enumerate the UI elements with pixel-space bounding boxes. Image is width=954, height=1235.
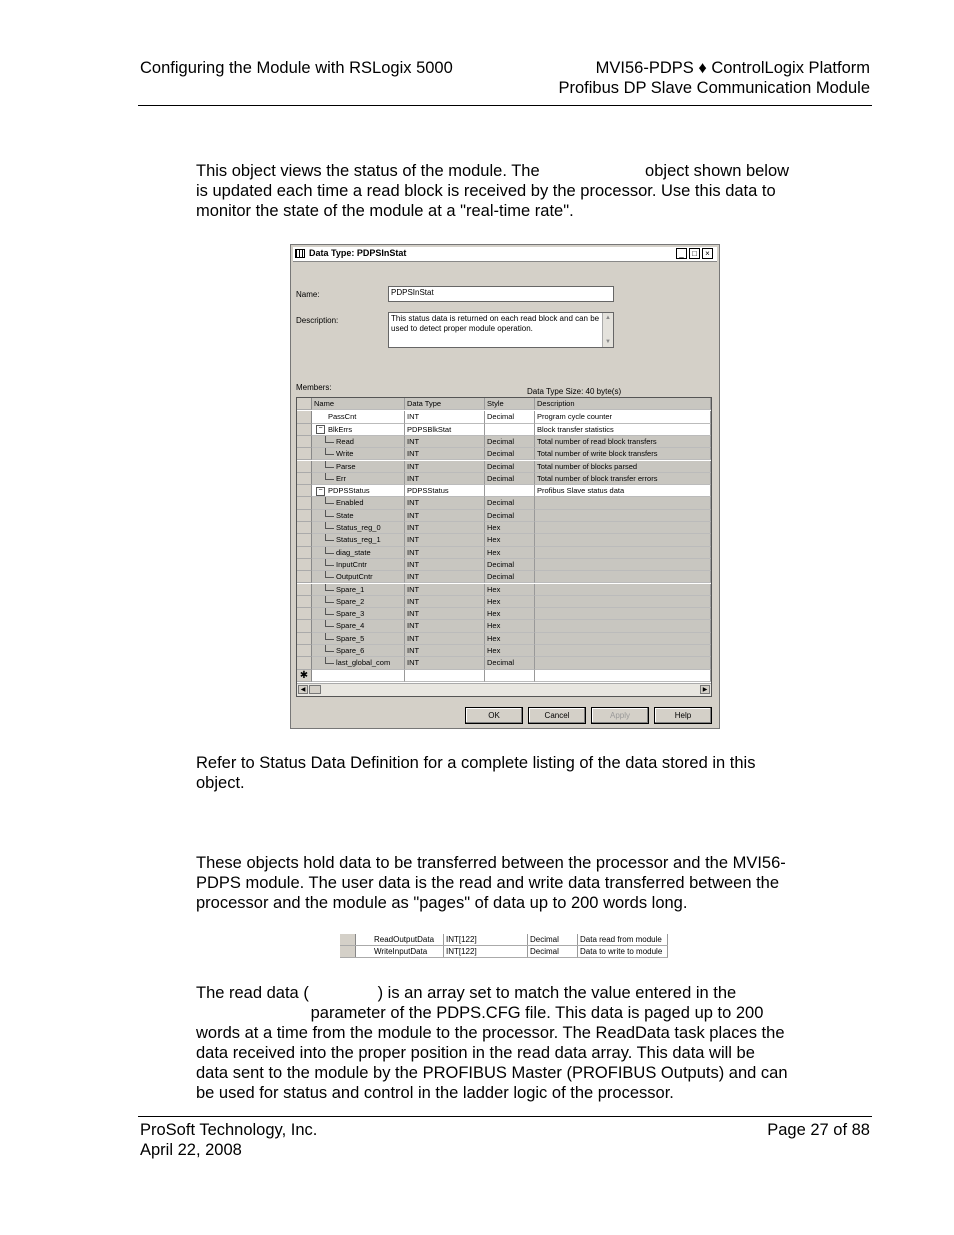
- snippet-name: WriteInputData: [356, 946, 444, 957]
- footer-page-number: Page 27 of 88: [767, 1121, 870, 1139]
- member-name-text: Write: [336, 449, 354, 459]
- member-description[interactable]: [535, 571, 711, 583]
- refer-line: Refer to Status Data Definition for a complete listing of the data stored in this: [196, 754, 756, 772]
- member-row[interactable]: [297, 596, 711, 608]
- cancel-button[interactable]: Cancel: [528, 707, 586, 724]
- header-product-line2: Profibus DP Slave Communication Module: [558, 79, 870, 97]
- member-name[interactable]: [312, 448, 405, 460]
- row-selector[interactable]: [297, 461, 312, 473]
- member-style[interactable]: Hex: [485, 547, 535, 559]
- apply-button[interactable]: Apply: [591, 707, 649, 724]
- description-scrollbar[interactable]: [602, 313, 613, 347]
- column-header-description[interactable]: Description: [535, 398, 711, 410]
- member-name[interactable]: [312, 436, 405, 448]
- row-selector[interactable]: [297, 596, 312, 608]
- member-name-text: Read: [336, 436, 354, 446]
- tree-line-icon: [325, 608, 334, 615]
- member-name-text: PDPSStatus: [328, 486, 370, 496]
- intro-line: This object views the status of the module. The object shown below: [196, 162, 790, 180]
- scroll-thumb[interactable]: [309, 685, 321, 694]
- member-name[interactable]: [312, 645, 405, 657]
- member-data-type[interactable]: INT: [405, 571, 485, 583]
- member-name[interactable]: [312, 411, 405, 423]
- description-field[interactable]: [388, 312, 614, 348]
- name-label: Name:: [296, 290, 320, 299]
- snippet-style: Decimal: [528, 946, 578, 957]
- member-name[interactable]: [312, 485, 405, 497]
- scroll-left-icon[interactable]: ◀: [298, 685, 308, 694]
- member-row[interactable]: [297, 510, 711, 522]
- tree-line-icon: [325, 534, 334, 541]
- member-data-type[interactable]: PDPSStatus: [405, 485, 485, 497]
- member-description[interactable]: Total number of blocks parsed: [535, 461, 711, 473]
- tree-line-icon: [325, 522, 334, 529]
- member-style[interactable]: Decimal: [485, 497, 535, 509]
- read-line: parameter of the PDPS.CFG file. This data is paged up to 200: [196, 1004, 764, 1022]
- tree-line-icon: [325, 448, 334, 455]
- member-name[interactable]: [312, 522, 405, 534]
- member-row[interactable]: [297, 522, 711, 534]
- member-name[interactable]: [312, 473, 405, 485]
- member-name[interactable]: [312, 670, 405, 682]
- member-description[interactable]: [535, 559, 711, 571]
- member-data-type[interactable]: INT: [405, 620, 485, 632]
- row-selector[interactable]: [297, 448, 312, 460]
- row-selector[interactable]: [297, 473, 312, 485]
- row-selector[interactable]: [297, 559, 312, 571]
- member-name-text: Spare_4: [336, 621, 365, 631]
- row-selector[interactable]: [297, 424, 312, 436]
- tree-line-icon: [325, 559, 334, 566]
- refer-line: object.: [196, 774, 245, 792]
- member-data-type[interactable]: INT: [405, 448, 485, 460]
- scroll-right-icon[interactable]: ▶: [700, 685, 710, 694]
- members-grid[interactable]: [296, 397, 712, 697]
- member-name[interactable]: [312, 547, 405, 559]
- member-row[interactable]: [297, 534, 711, 546]
- read-data-paragraph: [196, 983, 816, 1103]
- minimize-icon[interactable]: _: [676, 248, 687, 259]
- member-description[interactable]: Total number of block transfer errors: [535, 473, 711, 485]
- member-style[interactable]: Hex: [485, 584, 535, 596]
- member-name-text: Status_reg_0: [336, 523, 381, 532]
- row-selector[interactable]: [297, 436, 312, 448]
- member-style[interactable]: Decimal: [485, 436, 535, 448]
- snippet-row: [340, 934, 668, 946]
- intro-paragraph: [196, 161, 816, 221]
- column-header-style[interactable]: Style: [485, 398, 535, 410]
- member-description[interactable]: [535, 657, 711, 669]
- maximize-icon[interactable]: □: [689, 248, 700, 259]
- member-row[interactable]: [297, 657, 711, 669]
- member-data-type[interactable]: [405, 670, 485, 682]
- member-style[interactable]: Hex: [485, 534, 535, 546]
- objects-line: processor and the module as "pages" of data up to 200 words long.: [196, 894, 688, 912]
- member-description[interactable]: Profibus Slave status data: [535, 485, 711, 497]
- read-line: data sent to the module by the PROFIBUS Master (PROFIBUS Outputs) and can: [196, 1064, 788, 1082]
- member-row[interactable]: [297, 436, 711, 448]
- name-field[interactable]: PDPSInStat: [388, 286, 614, 302]
- member-description[interactable]: [535, 596, 711, 608]
- snippet-style: Decimal: [528, 934, 578, 945]
- footer-date: April 22, 2008: [140, 1141, 242, 1159]
- member-description[interactable]: Total number of read block transfers: [535, 436, 711, 448]
- footer-left: [140, 1120, 317, 1160]
- dialog-title: Data Type: PDPSInStat: [309, 248, 407, 258]
- member-name[interactable]: [312, 633, 405, 645]
- member-data-type[interactable]: INT: [405, 657, 485, 669]
- column-header-name[interactable]: Name: [312, 398, 405, 410]
- member-row[interactable]: [297, 633, 711, 645]
- close-icon[interactable]: ×: [702, 248, 713, 259]
- refer-paragraph: [196, 753, 816, 793]
- member-data-type[interactable]: INT: [405, 522, 485, 534]
- user-data-snippet: [340, 934, 668, 959]
- member-row[interactable]: [297, 497, 711, 509]
- member-name-text: Enabled: [336, 498, 364, 508]
- member-name-text: Spare_5: [336, 633, 365, 643]
- description-label: Description:: [296, 316, 339, 325]
- collapse-icon[interactable]: −: [316, 425, 325, 434]
- member-data-type[interactable]: INT: [405, 608, 485, 620]
- tree-line-icon: [325, 620, 334, 627]
- objects-line: PDPS module. The user data is the read and write data transferred between the: [196, 874, 780, 892]
- snippet-row: [340, 946, 668, 958]
- member-data-type[interactable]: INT: [405, 436, 485, 448]
- member-style[interactable]: Decimal: [485, 510, 535, 522]
- row-selector[interactable]: [297, 411, 312, 423]
- member-style[interactable]: Decimal: [485, 473, 535, 485]
- member-data-type[interactable]: INT: [405, 473, 485, 485]
- member-style[interactable]: [485, 424, 535, 436]
- member-data-type[interactable]: INT: [405, 510, 485, 522]
- member-description[interactable]: [535, 584, 711, 596]
- member-row[interactable]: [297, 473, 711, 485]
- member-name[interactable]: [312, 571, 405, 583]
- row-selector[interactable]: [297, 522, 312, 534]
- row-selector[interactable]: [297, 510, 312, 522]
- objects-line: These objects hold data to be transferred between the processor and the MVI56-: [196, 854, 786, 872]
- member-name-text: InputCntr: [336, 559, 367, 569]
- member-name-text: Parse: [336, 461, 356, 471]
- member-data-type[interactable]: INT: [405, 584, 485, 596]
- row-selector[interactable]: [297, 571, 312, 583]
- row-selector: [340, 934, 356, 945]
- row-selector[interactable]: [297, 485, 312, 497]
- member-row[interactable]: [297, 411, 711, 423]
- member-row[interactable]: [297, 461, 711, 473]
- member-description[interactable]: [535, 608, 711, 620]
- header-product-line1: MVI56-PDPS ♦ ControlLogix Platform: [595, 59, 870, 77]
- tree-line-icon: [325, 596, 334, 603]
- horizontal-scrollbar[interactable]: [297, 683, 711, 696]
- member-row[interactable]: [297, 485, 711, 497]
- ok-button[interactable]: OK: [465, 707, 523, 724]
- member-row[interactable]: [297, 571, 711, 583]
- member-data-type[interactable]: INT: [405, 596, 485, 608]
- tree-line-icon: [325, 461, 334, 468]
- intro-line: is updated each time a read block is received by the processor. Use this data to: [196, 182, 776, 200]
- member-name[interactable]: [312, 596, 405, 608]
- member-description[interactable]: [535, 547, 711, 559]
- collapse-icon[interactable]: −: [316, 487, 325, 496]
- header-chapter-title: Configuring the Module with RSLogix 5000: [140, 59, 453, 77]
- member-name[interactable]: [312, 584, 405, 596]
- member-style[interactable]: [485, 670, 535, 682]
- member-description[interactable]: [535, 522, 711, 534]
- row-selector[interactable]: [297, 497, 312, 509]
- tree-line-icon: [325, 657, 334, 664]
- member-name-text: Status_reg_1: [336, 535, 381, 545]
- member-name-text: State: [336, 510, 354, 520]
- row-selector[interactable]: [297, 633, 312, 645]
- scroll-up-icon[interactable]: ▲: [605, 315, 611, 321]
- intro-line: monitor the state of the module at a "real-time rate".: [196, 202, 574, 220]
- member-name-text: last_global_com: [336, 658, 391, 668]
- member-row[interactable]: [297, 670, 711, 682]
- member-data-type[interactable]: INT: [405, 547, 485, 559]
- tree-line-icon: [325, 510, 334, 517]
- member-name[interactable]: [312, 534, 405, 546]
- member-name[interactable]: [312, 510, 405, 522]
- member-name-text: Spare_2: [336, 596, 365, 606]
- member-name-text: Spare_1: [336, 584, 365, 594]
- member-style[interactable]: Hex: [485, 608, 535, 620]
- member-name-text: OutputCntr: [336, 572, 373, 582]
- member-row[interactable]: [297, 620, 711, 632]
- member-style[interactable]: Decimal: [485, 411, 535, 423]
- grid-header-row: [297, 398, 711, 410]
- snippet-desc: Data read from module: [578, 934, 668, 945]
- footer-company: ProSoft Technology, Inc.: [140, 1121, 318, 1139]
- member-description[interactable]: [535, 497, 711, 509]
- member-description[interactable]: [535, 534, 711, 546]
- row-selector[interactable]: [297, 547, 312, 559]
- member-data-type[interactable]: INT: [405, 534, 485, 546]
- tree-line-icon: [325, 473, 334, 480]
- member-name[interactable]: [312, 461, 405, 473]
- read-line: words at a time from the module to the processor. The ReadData task places the: [196, 1024, 785, 1042]
- tree-line-icon: [325, 497, 334, 504]
- members-label: Members:: [296, 383, 332, 392]
- member-name-text: Spare_3: [336, 609, 365, 619]
- help-button[interactable]: Help: [654, 707, 712, 724]
- header-product-title: [558, 58, 870, 98]
- member-style[interactable]: Hex: [485, 522, 535, 534]
- member-data-type[interactable]: INT: [405, 497, 485, 509]
- member-style[interactable]: [485, 485, 535, 497]
- member-description[interactable]: [535, 633, 711, 645]
- member-description[interactable]: [535, 620, 711, 632]
- member-name-text: diag_state: [336, 547, 371, 557]
- member-name-text: Err: [336, 473, 346, 483]
- member-style[interactable]: Decimal: [485, 559, 535, 571]
- row-selector[interactable]: ✱: [297, 670, 312, 682]
- tree-line-icon: [325, 436, 334, 443]
- member-style[interactable]: Hex: [485, 645, 535, 657]
- read-line: be used for status and control in the ladder logic of the processor.: [196, 1084, 674, 1102]
- member-name-text: Spare_6: [336, 646, 365, 655]
- description-text: This status data is returned on each read block and can be used to detect proper module operation.: [391, 314, 600, 333]
- member-style[interactable]: Decimal: [485, 461, 535, 473]
- member-row[interactable]: [297, 547, 711, 559]
- member-style[interactable]: Decimal: [485, 571, 535, 583]
- member-name[interactable]: [312, 657, 405, 669]
- member-description[interactable]: Program cycle counter: [535, 411, 711, 423]
- member-row[interactable]: [297, 448, 711, 460]
- tree-line-icon: [325, 571, 334, 578]
- member-row[interactable]: [297, 645, 711, 657]
- row-selector[interactable]: [297, 608, 312, 620]
- member-data-type[interactable]: INT: [405, 633, 485, 645]
- member-row[interactable]: [297, 608, 711, 620]
- row-selector: [340, 946, 356, 957]
- member-name[interactable]: [312, 424, 405, 436]
- member-style[interactable]: Hex: [485, 620, 535, 632]
- member-style[interactable]: Decimal: [485, 657, 535, 669]
- row-selector[interactable]: [297, 645, 312, 657]
- snippet-name: ReadOutputData: [356, 934, 444, 945]
- read-line: data received into the proper position in the read data array. This data will be: [196, 1044, 755, 1062]
- member-description[interactable]: Total number of write block transfers: [535, 448, 711, 460]
- member-name-text: BlkErrs: [328, 424, 353, 434]
- member-name[interactable]: [312, 559, 405, 571]
- member-data-type[interactable]: PDPSBlkStat: [405, 424, 485, 436]
- tree-line-icon: [325, 584, 334, 591]
- member-row[interactable]: [297, 424, 711, 436]
- column-header-data-type[interactable]: Data Type: [405, 398, 485, 410]
- snippet-type: INT[122]: [444, 934, 528, 945]
- row-selector[interactable]: [297, 620, 312, 632]
- data-type-size-label: Data Type Size: 40 byte(s): [527, 387, 622, 396]
- row-selector: [297, 398, 312, 410]
- member-description[interactable]: [535, 670, 711, 682]
- grid-icon: [295, 249, 305, 258]
- header-rule: [138, 105, 872, 106]
- member-row[interactable]: [297, 559, 711, 571]
- member-name-text: PassCnt: [328, 412, 357, 422]
- member-data-type[interactable]: INT: [405, 645, 485, 657]
- read-line: The read data ( ) is an array set to match the value entered in the: [196, 984, 737, 1002]
- row-selector[interactable]: [297, 534, 312, 546]
- tree-line-icon: [325, 633, 334, 640]
- snippet-desc: Data to write to module: [578, 946, 668, 957]
- member-description[interactable]: [535, 510, 711, 522]
- member-name[interactable]: [312, 620, 405, 632]
- row-selector[interactable]: [297, 584, 312, 596]
- member-style[interactable]: Hex: [485, 596, 535, 608]
- member-description[interactable]: [535, 645, 711, 657]
- member-style[interactable]: Hex: [485, 633, 535, 645]
- row-selector[interactable]: [297, 657, 312, 669]
- objects-paragraph: [196, 853, 816, 913]
- member-row[interactable]: [297, 584, 711, 596]
- scroll-down-icon[interactable]: ▼: [605, 339, 611, 345]
- member-name[interactable]: [312, 497, 405, 509]
- member-style[interactable]: Decimal: [485, 448, 535, 460]
- member-data-type[interactable]: INT: [405, 559, 485, 571]
- member-data-type[interactable]: INT: [405, 461, 485, 473]
- member-name[interactable]: [312, 608, 405, 620]
- member-data-type[interactable]: INT: [405, 411, 485, 423]
- snippet-type: INT[122]: [444, 946, 528, 957]
- tree-line-icon: [325, 645, 334, 652]
- tree-line-icon: [325, 547, 334, 554]
- member-description[interactable]: Block transfer statistics: [535, 424, 711, 436]
- dialog-titlebar: [293, 247, 717, 262]
- footer-rule: [138, 1116, 872, 1117]
